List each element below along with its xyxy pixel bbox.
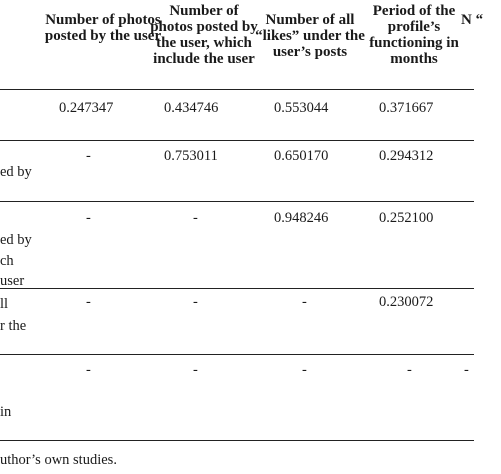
table-cell: - [193, 210, 198, 226]
column-header-likes: Number of all “likes” under the user’s posts [255, 12, 365, 60]
row-divider [0, 140, 474, 141]
row-label-fragment: user [0, 273, 25, 289]
table-cell: 0.650170 [274, 148, 329, 164]
row-label-fragment: ed by [0, 164, 32, 180]
column-header-photos-posted: Number of photos posted by the user [44, 12, 162, 44]
row-label-fragment: r the [0, 318, 27, 334]
table-cell: - [193, 294, 198, 310]
table-cell: - [302, 294, 307, 310]
row-divider [0, 288, 474, 289]
row-label-fragment: in [0, 404, 12, 420]
table-cell: 0.294312 [379, 148, 434, 164]
row-divider [0, 354, 474, 355]
row-label-fragment: ed by [0, 232, 32, 248]
table-cell: 0.230072 [379, 294, 434, 310]
table-cell: - [86, 294, 91, 310]
column-header-profile-period: Period of the profile’s functioning in months [369, 3, 459, 67]
table-cell: - [302, 362, 307, 378]
table-cell: - [86, 362, 91, 378]
table-cell: - [407, 362, 412, 378]
header-rule [0, 89, 474, 90]
table-cell: 0.247347 [59, 100, 114, 116]
table-cell: 0.371667 [379, 100, 434, 116]
table-cell: - [86, 148, 91, 164]
column-header-cut-off: N “ [461, 12, 484, 28]
table-cell: - [86, 210, 91, 226]
row-label-fragment: ch [0, 253, 14, 269]
table-cell: 0.753011 [164, 148, 218, 164]
table-cell: - [464, 362, 469, 378]
column-header-photos-with-user: Number of photos posted by the user, which include the user [150, 3, 258, 67]
table-cell: 0.434746 [164, 100, 219, 116]
row-label-fragment: ll [0, 296, 9, 312]
table-bottom-rule [0, 440, 474, 441]
table-cell: 0.948246 [274, 210, 329, 226]
table-source-note: uthor’s own studies. [0, 452, 117, 468]
table-cell: - [193, 362, 198, 378]
table-cell: 0.553044 [274, 100, 329, 116]
table-cell: 0.252100 [379, 210, 434, 226]
row-divider [0, 201, 474, 202]
